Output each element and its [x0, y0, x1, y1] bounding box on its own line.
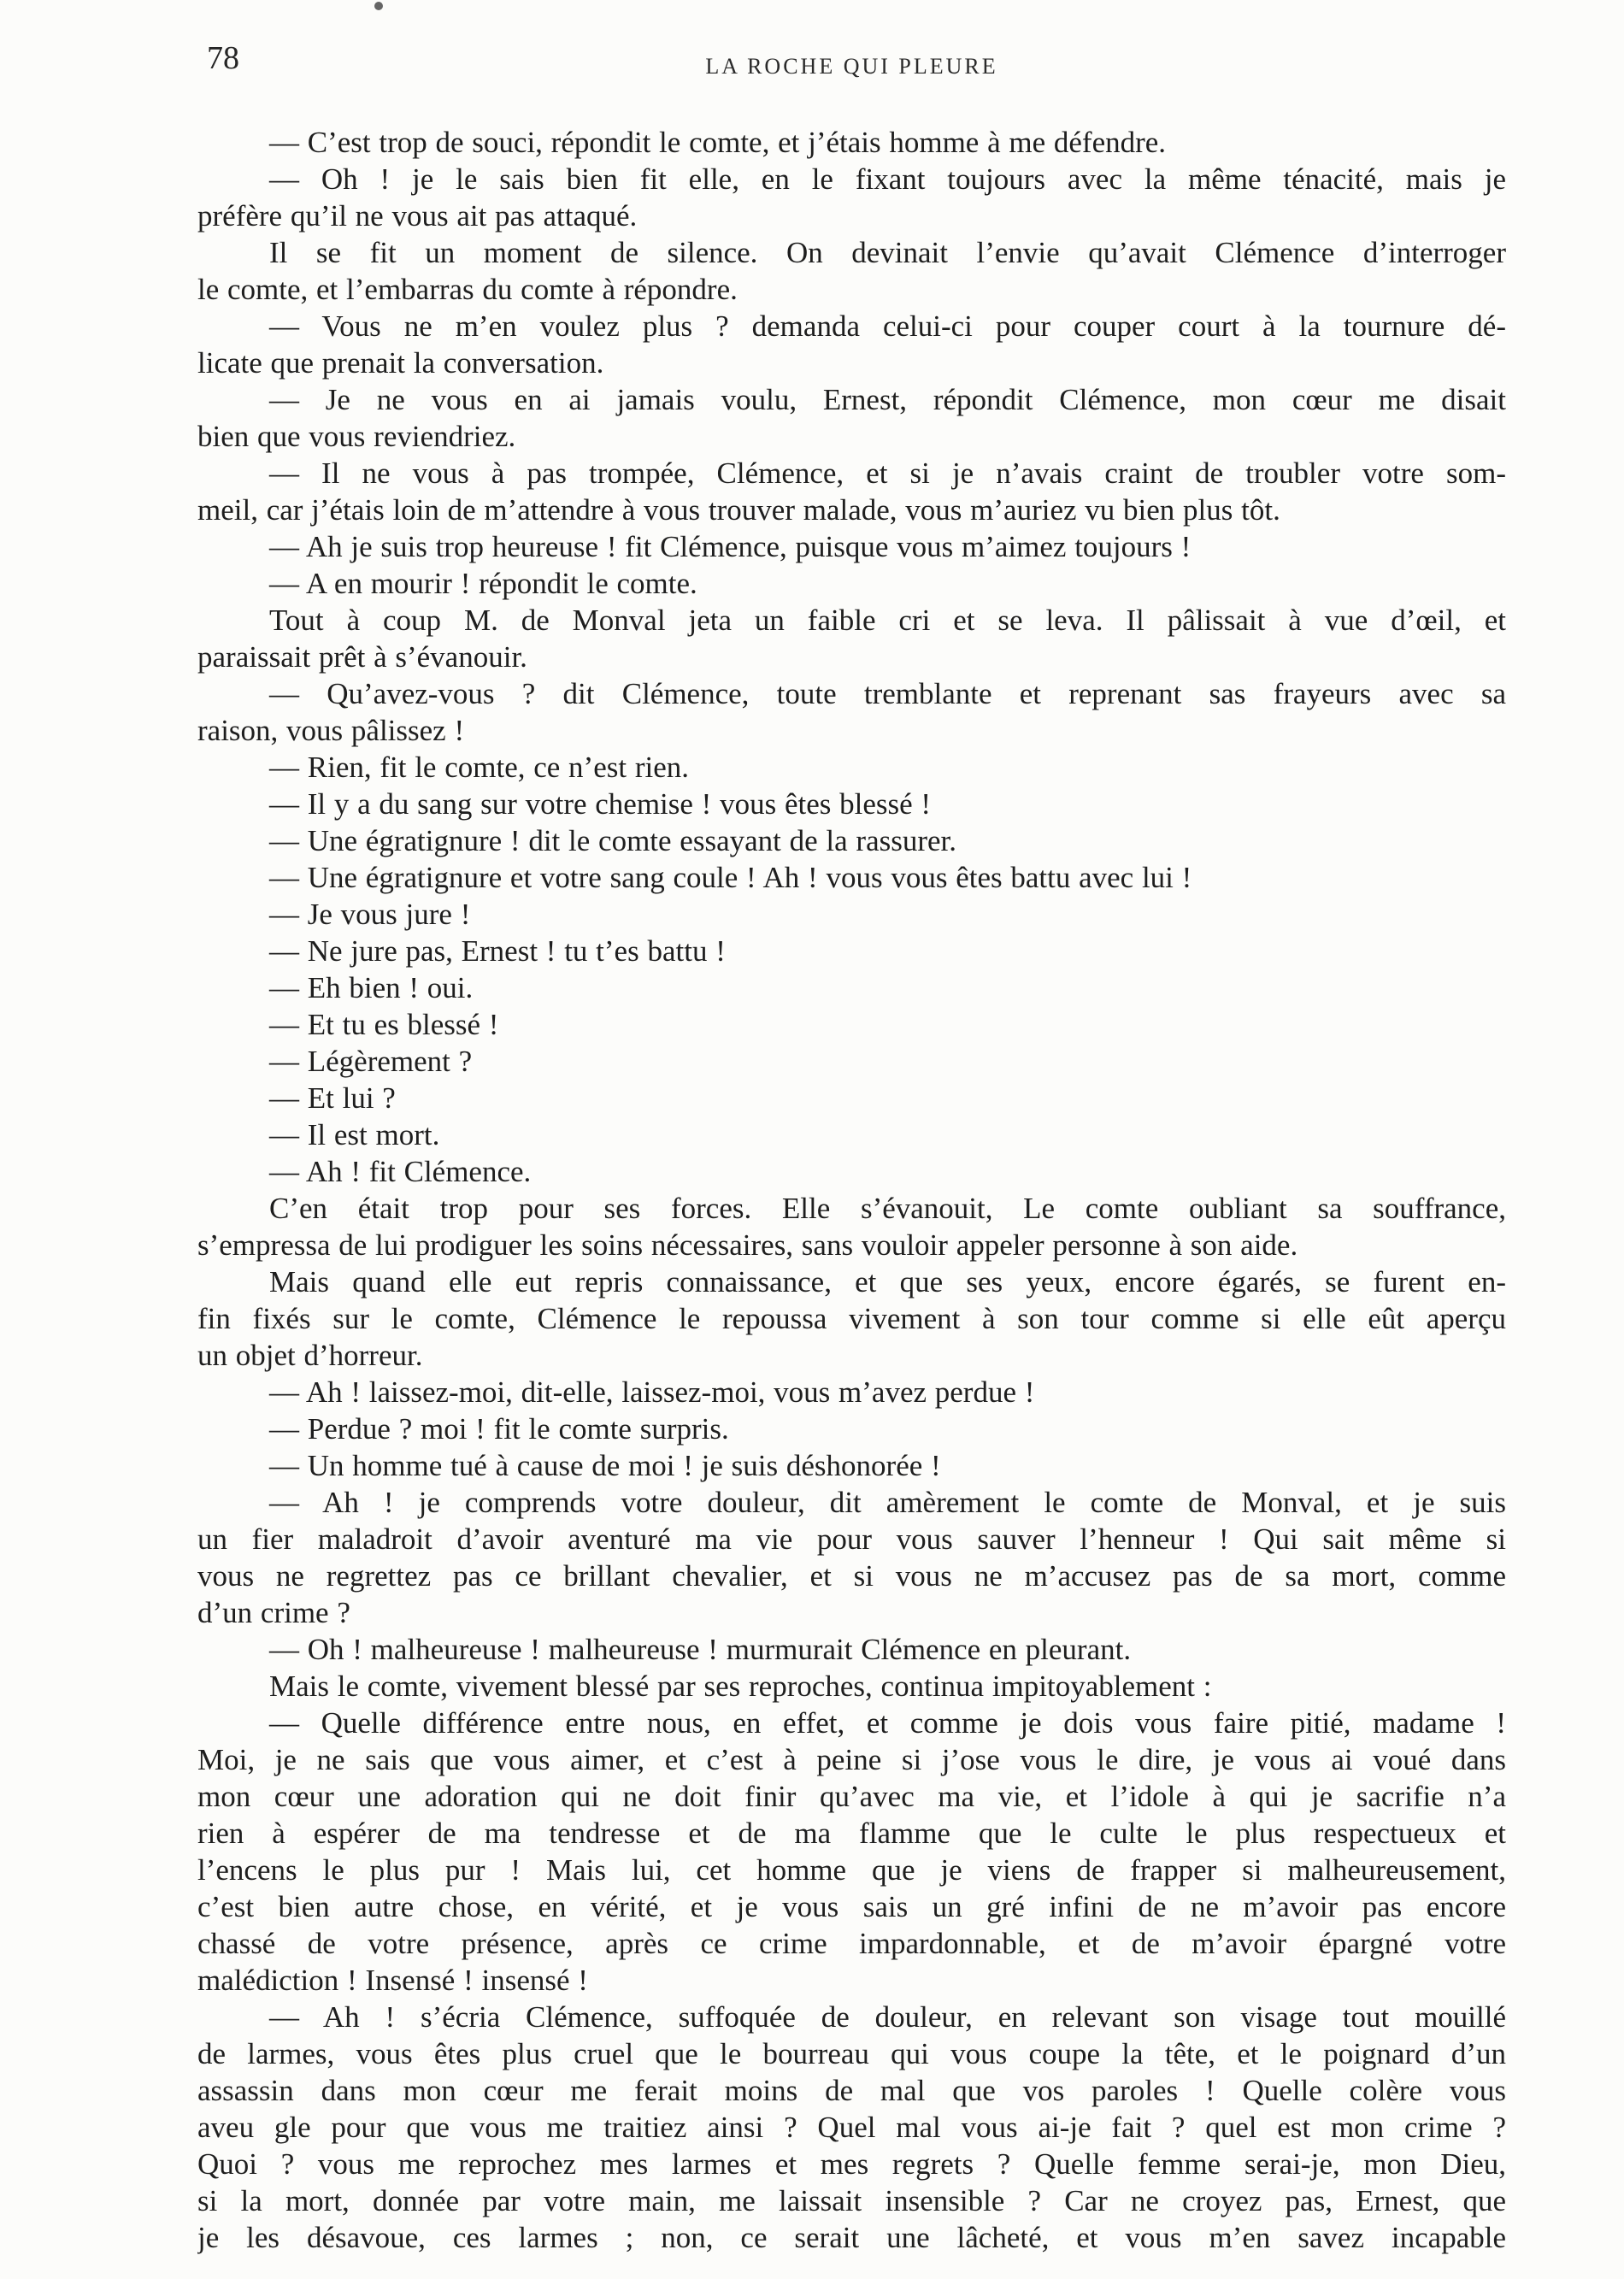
- paragraph: [197, 896, 1506, 933]
- paragraph: [197, 124, 1506, 161]
- text-line: — Ah ! laissez-moi, dit-elle, laissez-moi, vous m’avez perdue !: [269, 1375, 1035, 1409]
- paragraph: [197, 1410, 1506, 1447]
- paragraph: [197, 308, 1506, 381]
- text-line: l’encens le plus pur ! Mais lui, cet homme que je viens de frapper si malheureusement,: [197, 1853, 1506, 1887]
- text-line: — Oh ! malheureuse ! malheureuse ! murmurait Clémence en pleurant.: [269, 1633, 1132, 1666]
- text-line: meil, car j’étais loin de m’attendre à vous trouver malade, vous m’auriez vu bien plus tôt.: [197, 493, 1280, 527]
- text-line: — Un homme tué à cause de moi ! je suis déshonorée !: [269, 1449, 941, 1482]
- text-line: — Qu’avez-vous ? dit Clémence, toute tremblante et reprenant sas frayeurs avec sa: [269, 677, 1506, 710]
- text-body: [197, 124, 1506, 2256]
- text-line: Il se fit un moment de silence. On devinait l’envie qu’avait Clémence d’interroger: [269, 236, 1506, 269]
- paragraph: [197, 1374, 1506, 1410]
- paragraph: [197, 1631, 1506, 1668]
- text-line: s’empressa de lui prodiguer les soins nécessaires, sans vouloir appeler personne à son aide.: [197, 1228, 1298, 1262]
- text-line: — Ah ! s’écria Clémence, suffoquée de douleur, en relevant son visage tout mouillé: [269, 2000, 1506, 2034]
- text-line: un objet d’horreur.: [197, 1339, 423, 1372]
- text-line: — Je vous jure !: [269, 898, 471, 931]
- text-line: Moi, je ne sais que vous aimer, et c’est à peine si j’ose vous le dire, je vous ai voué dans: [197, 1743, 1506, 1776]
- text-line: — Il est mort.: [269, 1118, 440, 1151]
- paragraph: [197, 1190, 1506, 1263]
- paragraph: [197, 1116, 1506, 1153]
- text-line: bien que vous reviendriez.: [197, 420, 516, 453]
- text-line: — Et tu es blessé !: [269, 1008, 499, 1041]
- paragraph: [197, 969, 1506, 1006]
- page-number: 78: [207, 40, 239, 76]
- paragraph: [197, 1043, 1506, 1080]
- text-line: le comte, et l’embarras du comte à répondre.: [197, 273, 738, 306]
- text-line: — Je ne vous en ai jamais voulu, Ernest, répondit Clémence, mon cœur me disait: [269, 383, 1506, 416]
- text-line: préfère qu’il ne vous ait pas attaqué.: [197, 199, 638, 233]
- paragraph: [197, 1080, 1506, 1116]
- text-line: je les désavoue, ces larmes ; non, ce serait une lâcheté, et vous m’en savez incapable: [197, 2221, 1506, 2254]
- paragraph: [197, 455, 1506, 528]
- text-line: — Ne jure pas, Ernest ! tu t’es battu !: [269, 934, 726, 968]
- text-line: — Il ne vous à pas trompée, Clémence, et si je n’avais craint de troubler votre som-: [269, 456, 1506, 490]
- text-line: — Ah ! je comprends votre douleur, dit amèrement le comte de Monval, et je suis: [269, 1486, 1506, 1519]
- text-line: c’est bien autre chose, en vérité, et je vous sais un gré infini de ne m’avoir pas encore: [197, 1890, 1506, 1923]
- text-line: — Il y a du sang sur votre chemise ! vous êtes blessé !: [269, 787, 932, 821]
- text-line: — C’est trop de souci, répondit le comte, et j’étais homme à me défendre.: [269, 126, 1167, 159]
- running-title: LA ROCHE QUI PLEURE: [705, 54, 998, 79]
- text-line: — Oh ! je le sais bien fit elle, en le fixant toujours avec la même ténacité, mais je: [269, 162, 1506, 196]
- text-line: chassé de votre présence, après ce crime impardonnable, et de m’avoir épargné votre: [197, 1927, 1506, 1960]
- text-line: Quoi ? vous me reprochez mes larmes et mes regrets ? Quelle femme serai-je, mon Dieu,: [197, 2147, 1506, 2181]
- paragraph: [197, 528, 1506, 565]
- paragraph: [197, 1484, 1506, 1631]
- text-line: de larmes, vous êtes plus cruel que le bourreau qui vous coupe la tête, et le poignard d’un: [197, 2037, 1506, 2070]
- text-line: assassin dans mon cœur me ferait moins de mal que vos paroles ! Quelle colère vous: [197, 2074, 1506, 2107]
- paragraph: [197, 786, 1506, 822]
- paragraph: [197, 1999, 1506, 2256]
- text-line: Mais le comte, vivement blessé par ses reproches, continua impitoyablement :: [269, 1670, 1212, 1703]
- text-line: paraissait prêt à s’évanouir.: [197, 640, 527, 674]
- paragraph: [197, 933, 1506, 969]
- text-line: C’en était trop pour ses forces. Elle s’évanouit, Le comte oubliant sa souffrance,: [269, 1192, 1506, 1225]
- text-line: vous ne regrettez pas ce brillant chevalier, et si vous ne m’accusez pas de sa mort, comme: [197, 1559, 1506, 1593]
- text-line: — Vous ne m’en voulez plus ? demanda celui-ci pour couper court à la tournure dé-: [269, 309, 1506, 343]
- text-line: — A en mourir ! répondit le comte.: [269, 567, 697, 600]
- paragraph: [197, 1447, 1506, 1484]
- text-line: fin fixés sur le comte, Clémence le repoussa vivement à son tour comme si elle eût aperçu: [197, 1302, 1506, 1335]
- paragraph: [197, 565, 1506, 602]
- paragraph: [197, 822, 1506, 859]
- text-line: — Perdue ? moi ! fit le comte surpris.: [269, 1412, 729, 1446]
- paragraph: [197, 602, 1506, 675]
- text-line: raison, vous pâlissez !: [197, 714, 465, 747]
- text-line: si la mort, donnée par votre main, me laissait insensible ? Car ne croyez pas, Ernest, que: [197, 2184, 1506, 2217]
- text-line: — Rien, fit le comte, ce n’est rien.: [269, 751, 690, 784]
- ink-speck: [374, 2, 383, 10]
- text-line: Mais quand elle eut repris connaissance, et que ses yeux, encore égarés, se furent en-: [269, 1265, 1506, 1298]
- text-line: — Quelle différence entre nous, en effet, et comme je dois vous faire pitié, madame !: [269, 1706, 1506, 1740]
- paragraph: [197, 749, 1506, 786]
- paragraph: [197, 381, 1506, 455]
- text-line: — Une égratignure ! dit le comte essayant de la rassurer.: [269, 824, 957, 857]
- text-line: — Eh bien ! oui.: [269, 971, 474, 1004]
- text-line: — Une égratignure et votre sang coule ! Ah ! vous vous êtes battu avec lui !: [269, 861, 1192, 894]
- text-line: malédiction ! Insensé ! insensé !: [197, 1964, 588, 1997]
- text-line: un fier maladroit d’avoir aventuré ma vie pour vous sauver l’henneur ! Qui sait même si: [197, 1522, 1506, 1556]
- text-line: licate que prenait la conversation.: [197, 346, 604, 380]
- paragraph: [197, 1263, 1506, 1374]
- paragraph: [197, 1668, 1506, 1705]
- text-line: — Légèrement ?: [269, 1045, 473, 1078]
- paragraph: [197, 859, 1506, 896]
- paragraph: [197, 1705, 1506, 1999]
- text-line: aveu gle pour que vous me traitiez ainsi ? Quel mal vous ai-je fait ? quel est mon crime ?: [197, 2111, 1506, 2144]
- text-line: d’un crime ?: [197, 1596, 350, 1629]
- text-line: rien à espérer de ma tendresse et de ma flamme que le culte le plus respectueux et: [197, 1817, 1506, 1850]
- text-line: — Ah ! fit Clémence.: [269, 1155, 532, 1188]
- paragraph: [197, 161, 1506, 234]
- text-line: — Ah je suis trop heureuse ! fit Clémence, puisque vous m’aimez toujours !: [269, 530, 1192, 563]
- text-line: mon cœur une adoration qui ne doit finir qu’avec ma vie, et l’idole à qui je sacrifie n’a: [197, 1780, 1506, 1813]
- paragraph: [197, 1006, 1506, 1043]
- paragraph: [197, 1153, 1506, 1190]
- text-line: Tout à coup M. de Monval jeta un faible cri et se leva. Il pâlissait à vue d’œil, et: [269, 604, 1506, 637]
- paragraph: [197, 675, 1506, 749]
- paragraph: [197, 234, 1506, 308]
- text-line: — Et lui ?: [269, 1081, 396, 1115]
